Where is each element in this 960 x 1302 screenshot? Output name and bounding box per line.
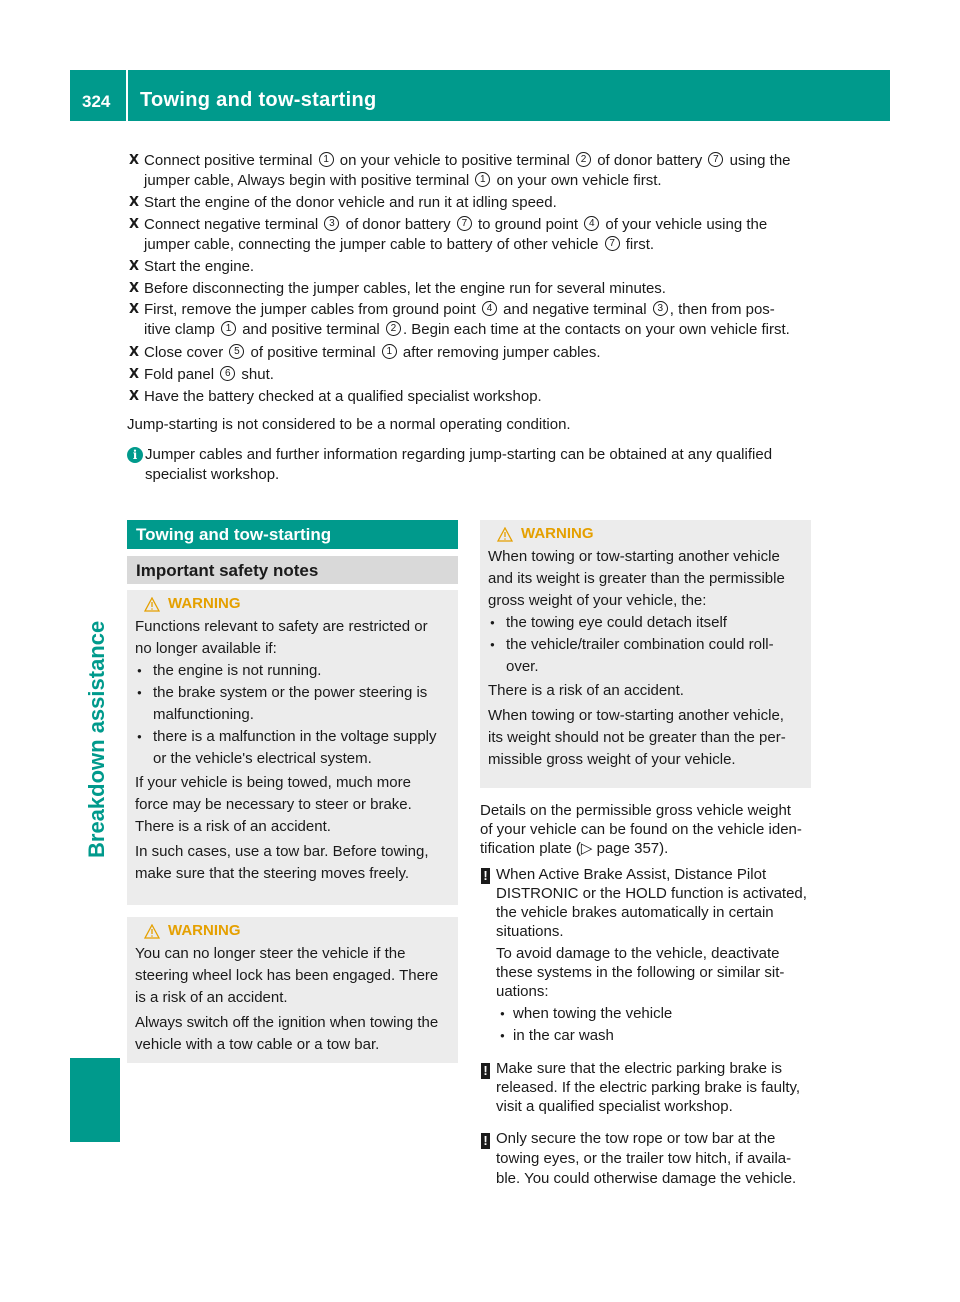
callout-number-icon: 3	[653, 301, 668, 316]
exclamation-icon: !	[481, 868, 490, 884]
step-line: Have the battery checked at a qualified specialist workshop.	[144, 388, 542, 405]
caution-text: towing eyes, or the trailer tow hitch, if availa-	[496, 1150, 792, 1167]
callout-number-icon: 1	[475, 172, 490, 187]
callout-number-icon: 2	[386, 321, 401, 336]
warning-triangle-icon	[144, 924, 160, 939]
bullet-icon: ●	[500, 1009, 505, 1018]
callout-number-icon: 6	[220, 366, 235, 381]
callout-number-icon: 7	[457, 216, 472, 231]
warning-text: You can no longer steer the vehicle if the	[135, 945, 406, 962]
warning-text: steering wheel lock has been engaged. There	[135, 967, 439, 984]
details-line-2: of your vehicle can be found on the vehicle iden-	[480, 821, 802, 838]
caution-text: visit a qualified specialist workshop.	[496, 1098, 733, 1115]
warning-text: Always switch off the ignition when towing the	[135, 1014, 439, 1031]
side-section-label: Breakdown assistance	[84, 620, 109, 858]
jump-note: Jump-starting is not considered to be a normal operating condition.	[127, 416, 571, 433]
callout-number-icon: 5	[229, 344, 244, 359]
callout-number-icon: 7	[605, 236, 620, 251]
arrow-icon: X	[129, 217, 140, 232]
warning-text: Functions relevant to safety are restricted or	[135, 618, 428, 635]
warning-text: There is a risk of an accident.	[135, 818, 331, 835]
callout-number-icon: 1	[221, 321, 236, 336]
callout-number-icon: 3	[324, 216, 339, 231]
caution-text: situations.	[496, 923, 564, 940]
step-line: Connect negative terminal 3 of donor battery 7 to ground point 4 of your vehicle using the	[144, 216, 768, 233]
step-line: Connect positive terminal 1 on your vehicle to positive terminal 2 of donor battery 7 using the	[144, 152, 791, 169]
warning-text: its weight should not be greater than the per-	[488, 729, 786, 746]
exclamation-icon: !	[481, 1133, 490, 1149]
bullet-icon: ●	[490, 618, 495, 627]
warning-triangle-icon	[497, 527, 513, 542]
step-line: Fold panel 6 shut.	[144, 366, 274, 383]
step-line: jumper cable, Always begin with positive terminal 1 on your own vehicle first.	[144, 172, 662, 189]
page-header	[70, 70, 890, 121]
page-number: 324	[82, 92, 111, 111]
header-title: Towing and tow-starting	[140, 89, 377, 111]
callout-number-icon: 4	[482, 301, 497, 316]
bullet-icon: ●	[490, 640, 495, 649]
bullet-icon: ●	[137, 688, 142, 697]
warning-text: make sure that the steering moves freely.	[135, 865, 410, 882]
section-title: Towing and tow-starting	[136, 525, 332, 544]
caution-bullet-text: when towing the vehicle	[513, 1005, 673, 1022]
caution-text: these systems in the following or similar sit-	[496, 964, 785, 981]
step-line: Start the engine.	[144, 258, 255, 275]
callout-number-icon: 7	[708, 152, 723, 167]
warning-text: missible gross weight of your vehicle.	[488, 751, 736, 768]
warning-bullet-text: or the vehicle's electrical system.	[153, 750, 372, 767]
warning-text: When towing or tow-starting another vehicle	[488, 548, 780, 565]
warning-text: When towing or tow-starting another vehicle,	[488, 707, 784, 724]
warning-text: If your vehicle is being towed, much more	[135, 774, 411, 791]
warning-text: vehicle with a tow cable or a tow bar.	[135, 1036, 380, 1053]
caution-text: Make sure that the electric parking brake is	[496, 1060, 782, 1077]
bullet-icon: ●	[500, 1031, 505, 1040]
info-icon: i	[127, 447, 143, 463]
warning-text: is a risk of an accident.	[135, 989, 288, 1006]
exclamation-icon: !	[481, 1063, 490, 1079]
arrow-icon: X	[129, 195, 140, 210]
section-title-bar	[127, 520, 458, 549]
warning-bullet-text: the brake system or the power steering is	[153, 684, 428, 701]
callout-number-icon: 1	[382, 344, 397, 359]
bullet-icon: ●	[137, 732, 142, 741]
caution-text: When Active Brake Assist, Distance Pilot	[496, 866, 767, 883]
arrow-icon: X	[129, 259, 140, 274]
details-line-1: Details on the permissible gross vehicle weight	[480, 802, 791, 819]
callout-number-icon: 1	[319, 152, 334, 167]
arrow-icon: X	[129, 345, 140, 360]
warning-text: no longer available if:	[135, 640, 277, 657]
warning-text: and its weight is greater than the permissible	[488, 570, 785, 587]
warning-text: There is a risk of an accident.	[488, 682, 684, 699]
arrow-icon: X	[129, 281, 140, 296]
caution-bullet-text: in the car wash	[513, 1027, 614, 1044]
warning-bullet-text: there is a malfunction in the voltage supply	[153, 728, 437, 745]
step-line: Before disconnecting the jumper cables, let the engine run for several minutes.	[144, 280, 666, 297]
bullet-icon: ●	[137, 666, 142, 675]
caution-text: released. If the electric parking brake is faulty,	[496, 1079, 801, 1096]
warning-triangle-icon	[144, 597, 160, 612]
header-divider	[126, 70, 128, 121]
caution-text: To avoid damage to the vehicle, deactivate	[496, 945, 780, 962]
caution-text: DISTRONIC or the HOLD function is activated,	[496, 885, 807, 902]
warning-text: force may be necessary to steer or brake.	[135, 796, 412, 813]
warning-label-2: WARNING	[168, 922, 241, 939]
step-line: jumper cable, connecting the jumper cable to battery of other vehicle 7 first.	[144, 236, 655, 253]
step-line: Close cover 5 of positive terminal 1 after removing jumper cables.	[144, 344, 601, 361]
warning-bullet-text: the engine is not running.	[153, 662, 322, 679]
warning-label-1: WARNING	[168, 595, 241, 612]
warning-bullet-text: the towing eye could detach itself	[506, 614, 727, 631]
warning-bullet-text: malfunctioning.	[153, 706, 254, 723]
arrow-icon: X	[129, 302, 140, 317]
subsection-title-bar	[127, 556, 458, 584]
callout-number-icon: 4	[584, 216, 599, 231]
caution-text: the vehicle brakes automatically in certain	[496, 904, 774, 921]
arrow-icon: X	[129, 153, 140, 168]
arrow-icon: X	[129, 389, 140, 404]
subsection-title: Important safety notes	[136, 561, 319, 580]
info-line-2: specialist workshop.	[145, 466, 280, 483]
arrow-icon: X	[129, 367, 140, 382]
step-line: First, remove the jumper cables from ground point 4 and negative terminal 3 , then from pos-	[144, 301, 775, 318]
info-line-1: Jumper cables and further information regarding jump-starting can be obtained at any qualified	[145, 446, 773, 463]
warning-text: In such cases, use a tow bar. Before towing,	[135, 843, 429, 860]
caution-text: uations:	[496, 983, 549, 1000]
callout-number-icon: 2	[576, 152, 591, 167]
warning-bullet-text: over.	[506, 658, 539, 675]
caution-text: ble. You could otherwise damage the vehicle.	[496, 1170, 797, 1187]
step-line: Start the engine of the donor vehicle and run it at idling speed.	[144, 194, 557, 211]
warning-label-3: WARNING	[521, 525, 594, 542]
warning-bullet-text: the vehicle/trailer combination could roll-	[506, 636, 774, 653]
side-tab-block	[70, 1058, 120, 1142]
step-line: itive clamp 1 and positive terminal 2 . Begin each time at the contacts on your own vehicle first.	[144, 321, 790, 338]
caution-text: Only secure the tow rope or tow bar at the	[496, 1130, 776, 1147]
warning-text: gross weight of your vehicle, the:	[488, 592, 707, 609]
details-line-3: tification plate (▷ page 357).	[480, 840, 669, 857]
